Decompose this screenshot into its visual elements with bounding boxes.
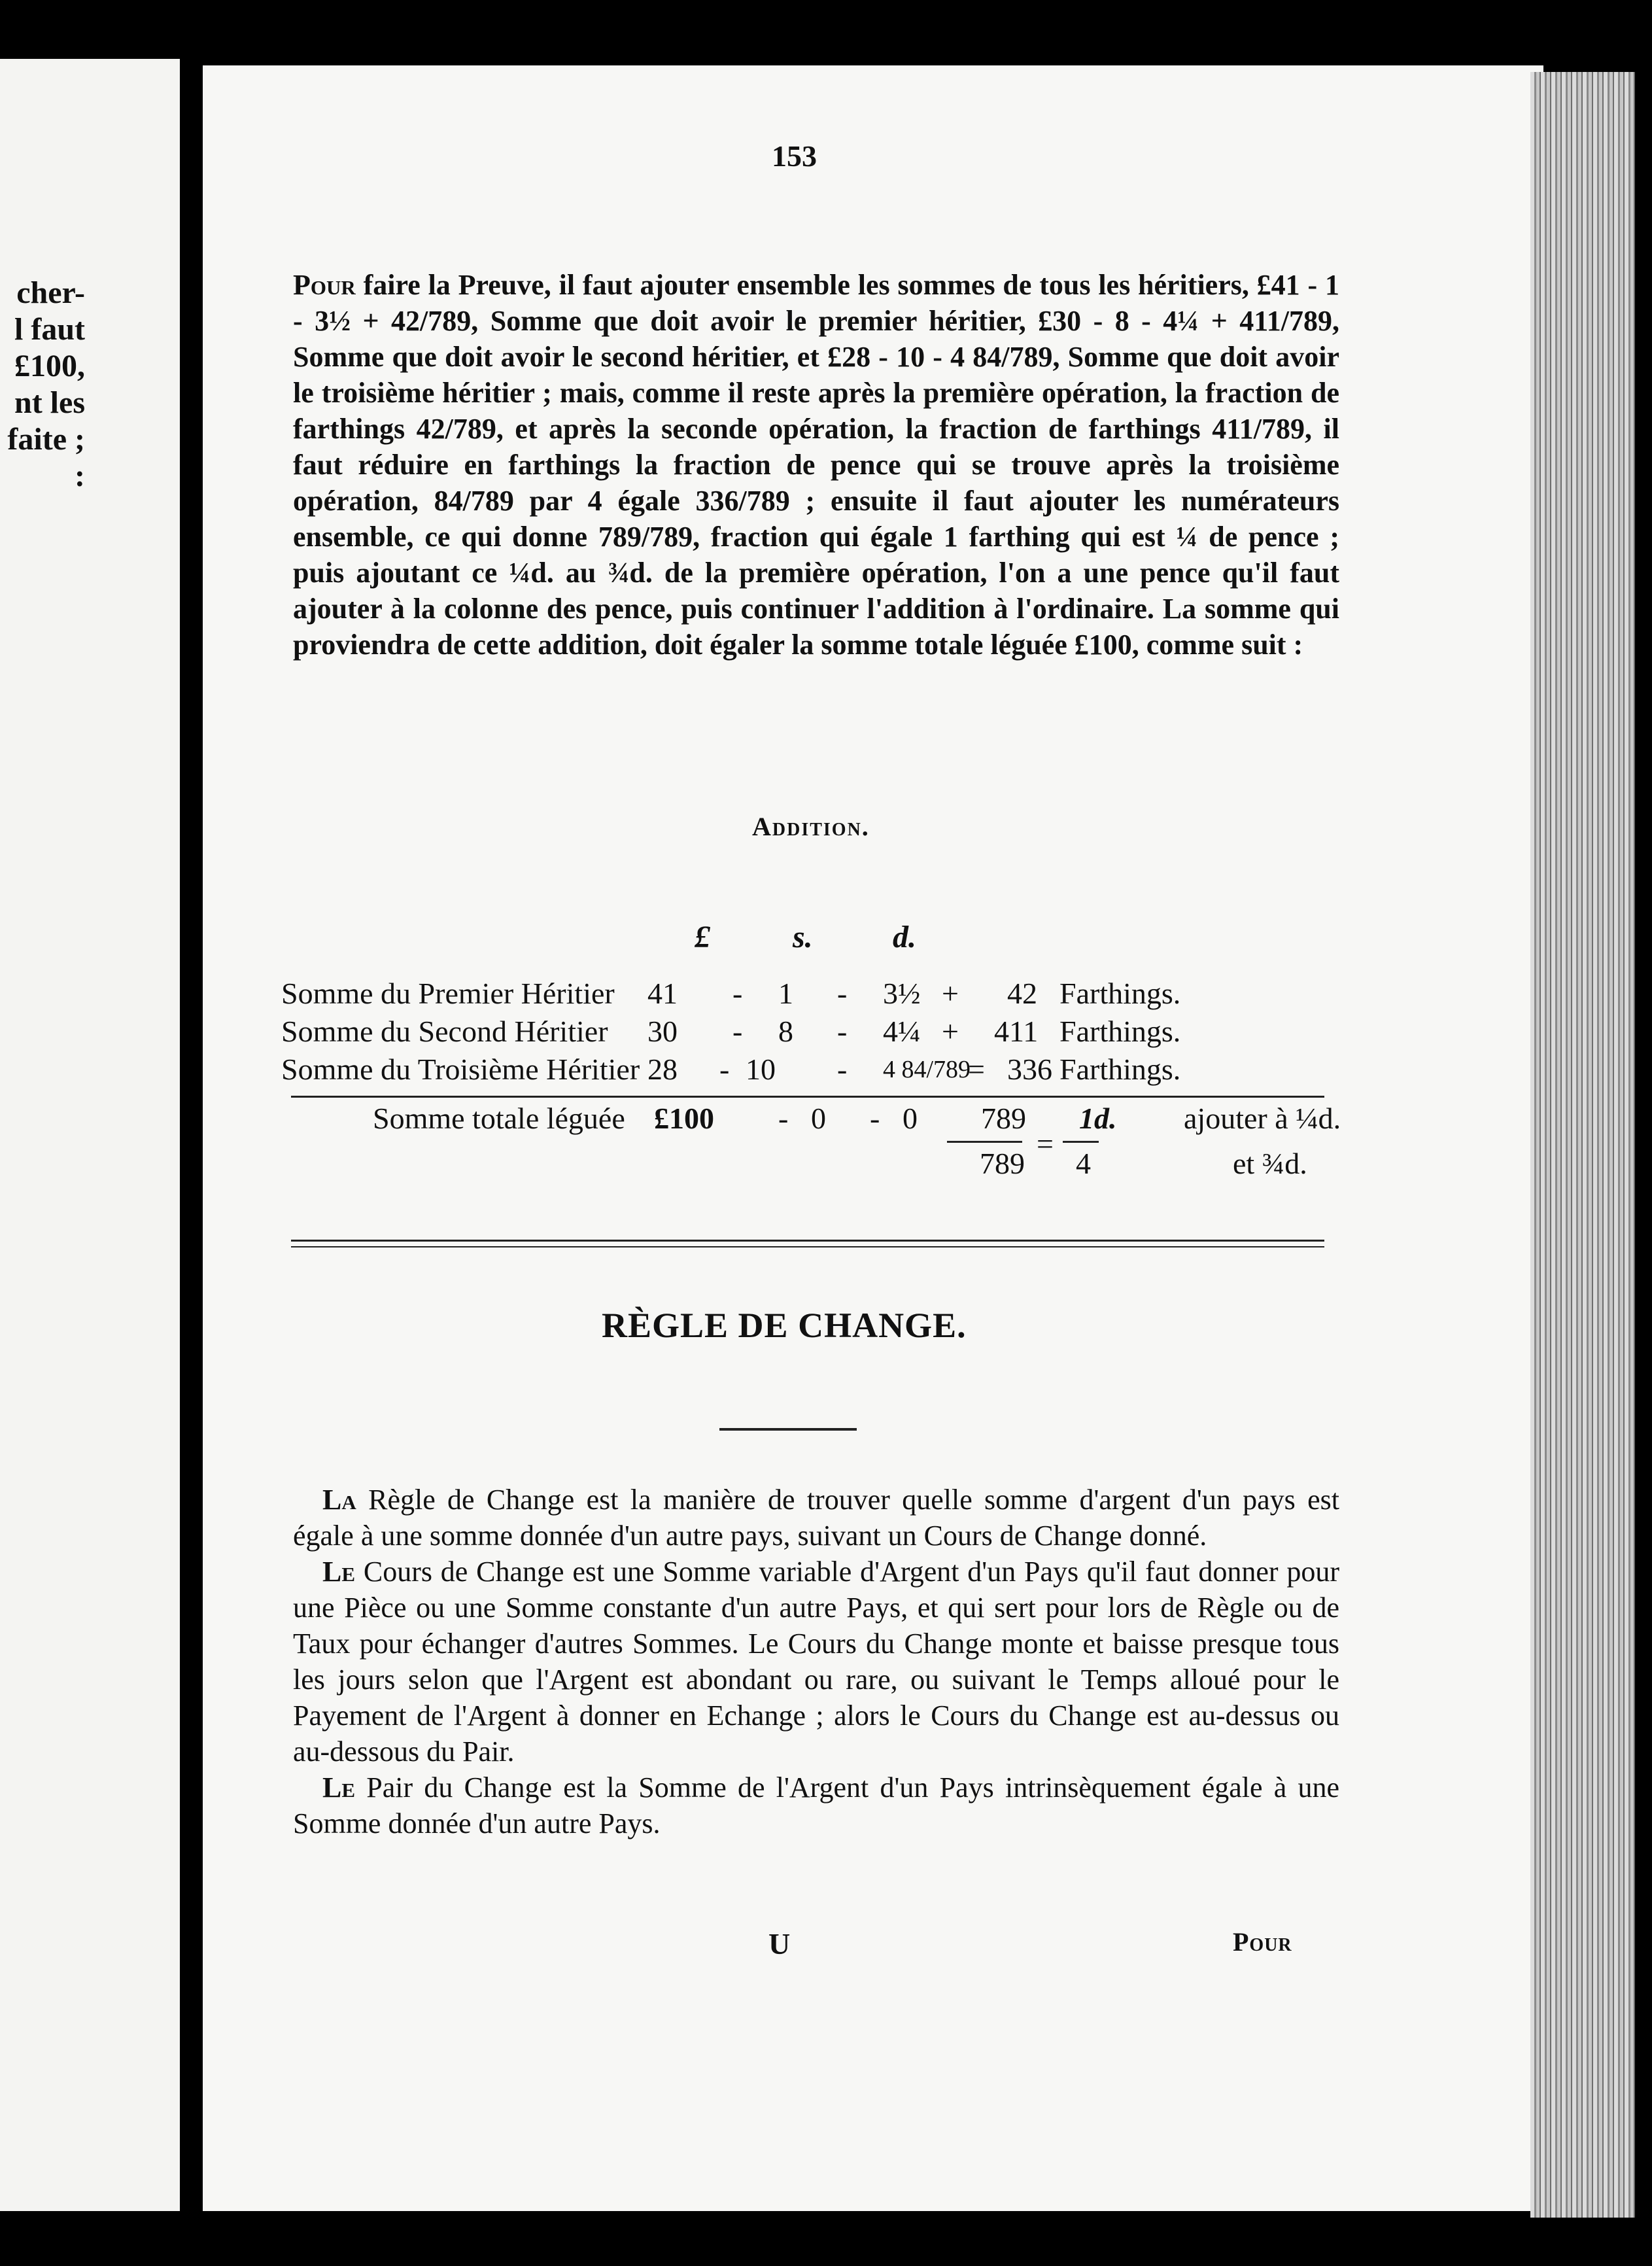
short-rule bbox=[719, 1428, 857, 1431]
row-pounds: 30 bbox=[647, 1015, 678, 1048]
left-fragment: l faut bbox=[14, 312, 85, 347]
para-text: Règle de Change est la manière de trouver quelle somme d'argent d'un pays est égale à une somme donnée d'un autre pays, suivant un Cours de Change donné. bbox=[293, 1484, 1340, 1552]
signature-mark: U bbox=[768, 1927, 791, 1961]
left-page-fragments bbox=[0, 275, 85, 495]
row-farthings: 411 bbox=[994, 1015, 1039, 1048]
proof-paragraph bbox=[293, 267, 1339, 663]
fraction-bar bbox=[947, 1141, 1022, 1143]
total-equals-num: 1d. bbox=[1079, 1102, 1117, 1135]
row-unit: Farthings. bbox=[1059, 977, 1181, 1010]
left-fragment: faite ; bbox=[7, 422, 85, 457]
dash: - bbox=[732, 1015, 743, 1048]
row-label: Somme du Second Héritier bbox=[281, 1015, 608, 1048]
left-fragment: cher- bbox=[16, 275, 85, 310]
row-pence: 3½ bbox=[883, 977, 921, 1010]
dash: - bbox=[870, 1102, 880, 1135]
change-paragraphs bbox=[293, 1482, 1339, 1841]
proof-text: faire la Preuve, il faut ajouter ensemble les sommes de tous les héritiers, £41 - 1 - 3½ + 42/789, Somme que doit avoir le premier héritier, £30 - 8 - 4¼ + 411/789, Somme que doit avoir le second héritier, et £28 - 10 - 4 84/789, Somme que doit avoir le troisième héritier ; mais, comme il reste après la première opération, la fraction de farthings 42/789, et après la seconde opération, la fraction de farthings 411/789, il faut réduire en farthings la fraction de pence qui se trouve après la troisième opération, 84/789 par 4 égale 336/789 ; ensuite il faut ajouter les numérateurs ensemble, ce qui donne 789/789, fraction qui égale 1 farthing qui est ¼ de pence ; puis ajoutant ce ¼d. au ¾d. de la première opération, l'on a une pence qu'il faut ajouter à la colonne des pence, puis continuer l'addition à l'ordinaire. La somme qui proviendra de cette addition, doit égaler la somme totale léguée £100, comme suit : bbox=[293, 269, 1340, 661]
section-rule bbox=[291, 1240, 1324, 1242]
row-unit: Farthings. bbox=[1059, 1053, 1181, 1086]
total-shillings: 0 bbox=[811, 1102, 826, 1135]
para-text: Cours de Change est une Somme variable d'Argent d'un Pays qu'il faut donner pour une Pièce ou une Somme constante d'un autre Pays, et qui sert pour lors de Règle ou de Taux pour échanger d'autres Sommes. Le Cours du Change monte et baisse presque tous les jours selon que l'Argent est abondant ou rare, ou suivant le Temps alloué pour le Payement de l'Argent à donner en Echange ; alors le Cours du Change est au-dessus ou au-dessous du Pair. bbox=[293, 1556, 1339, 1768]
left-fragment: nt les bbox=[14, 385, 85, 420]
row-label: Somme du Premier Héritier bbox=[281, 977, 615, 1010]
row-shillings: 8 bbox=[778, 1015, 793, 1048]
row-pounds: 41 bbox=[647, 977, 678, 1010]
sub-den: 789 bbox=[980, 1147, 1025, 1180]
col-pound: £ bbox=[695, 920, 710, 954]
dash: - bbox=[837, 977, 848, 1010]
left-fragment: : bbox=[75, 459, 85, 493]
left-fragment: £100, bbox=[14, 349, 85, 383]
section-rule bbox=[291, 1246, 1324, 1247]
row-op: + bbox=[942, 977, 959, 1010]
row-label: Somme du Troisième Héritier bbox=[281, 1053, 640, 1086]
dash: - bbox=[837, 1015, 848, 1048]
section-title: RÈGLE DE CHANGE. bbox=[602, 1306, 967, 1345]
para-lead: Le bbox=[322, 1556, 356, 1588]
total-label: Somme totale léguée bbox=[373, 1102, 625, 1135]
row-pence: 4¼ bbox=[883, 1015, 921, 1048]
addition-heading: Addition. bbox=[752, 812, 870, 841]
page-number: 153 bbox=[772, 139, 817, 173]
sub-note: et ¾d. bbox=[1233, 1147, 1307, 1180]
row-farthings: 336 bbox=[1007, 1053, 1052, 1086]
dash: - bbox=[719, 1053, 730, 1086]
para-lead: Le bbox=[322, 1771, 356, 1804]
dash: - bbox=[732, 977, 743, 1010]
sum-rule bbox=[291, 1096, 1324, 1098]
row-shillings: 10 bbox=[746, 1053, 776, 1086]
total-pounds: £100 bbox=[654, 1102, 714, 1135]
row-unit: Farthings. bbox=[1059, 1015, 1181, 1048]
proof-lead: Pour bbox=[293, 269, 356, 301]
dash: - bbox=[778, 1102, 789, 1135]
left-page-edge bbox=[0, 59, 180, 2211]
row-shillings: 1 bbox=[778, 977, 793, 1010]
col-pence: d. bbox=[893, 920, 916, 954]
total-note: ajouter à ¼d. bbox=[1184, 1102, 1341, 1135]
row-pence: 4 84/789 bbox=[883, 1056, 971, 1083]
row-op: = bbox=[968, 1053, 985, 1086]
catchword: Pour bbox=[1233, 1927, 1292, 1957]
dash: - bbox=[837, 1053, 848, 1086]
para-lead: La bbox=[322, 1484, 356, 1516]
row-op: + bbox=[942, 1015, 959, 1048]
row-farthings: 42 bbox=[1007, 977, 1037, 1010]
para-text: Pair du Change est la Somme de l'Argent d'un Pays intrinsèquement égale à une Somme donnée d'un autre Pays. bbox=[293, 1771, 1340, 1839]
book-edge bbox=[1530, 72, 1635, 2218]
sub-equals: = bbox=[1037, 1127, 1054, 1160]
col-shillings: s. bbox=[793, 920, 813, 954]
total-sum: 789 bbox=[981, 1102, 1026, 1135]
total-pence: 0 bbox=[903, 1102, 918, 1135]
row-pounds: 28 bbox=[647, 1053, 678, 1086]
sub-den2: 4 bbox=[1076, 1147, 1091, 1180]
fraction-bar bbox=[1063, 1141, 1099, 1143]
